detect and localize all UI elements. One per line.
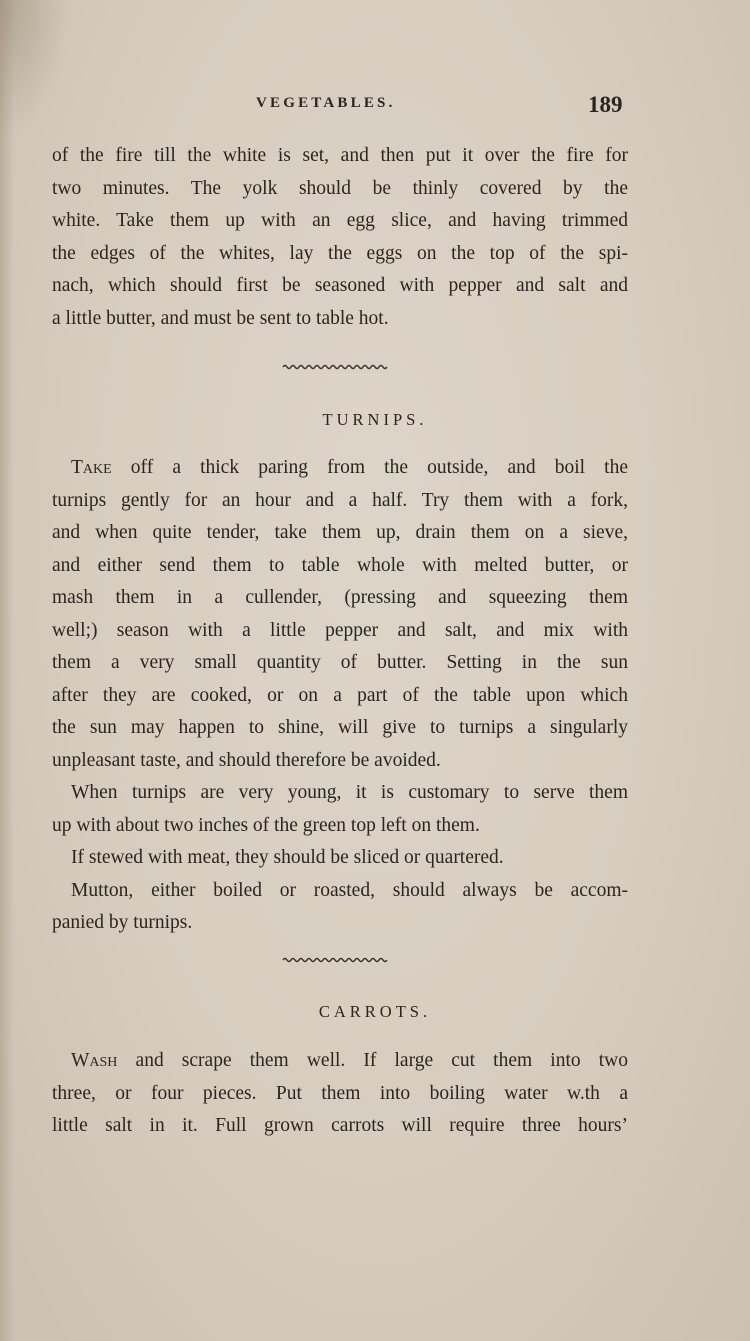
section-divider-ornament	[282, 362, 388, 372]
carrots-section-body	[52, 1045, 628, 1143]
text-line: a little butter, and must be sent to table hot.	[52, 307, 389, 329]
text-line: up with about two inches of the green top left on them.	[52, 814, 480, 836]
text-line: unpleasant taste, and should therefore be avoided.	[52, 749, 441, 771]
section-divider-ornament	[282, 955, 388, 965]
section-heading-carrots: CARROTS.	[318, 1002, 432, 1021]
section-heading-turnips: TURNIPS.	[322, 410, 428, 429]
text-line: When turnips are very young, it is customary to serve them	[71, 782, 628, 803]
text-line: three, or four pieces. Put them into boiling water w.th a	[52, 1082, 628, 1104]
text-line: them a very small quantity of butter. Setting in the sun	[52, 652, 628, 673]
running-head	[0, 92, 750, 122]
text-line: Mutton, either boiled or roasted, should always be accom-	[71, 879, 628, 901]
lead-word: Take	[71, 457, 112, 478]
text-line: two minutes. The yolk should be thinly covered by the	[52, 177, 628, 199]
text-line: and either send them to table whole with melted butter, or	[52, 554, 628, 576]
text-line: If stewed with meat, they should be sliced or quartered.	[71, 847, 504, 868]
text-line: little salt in it. Full grown carrots will require three hours’	[52, 1115, 628, 1136]
text-line: turnips gently for an hour and a half. Try them with a fork,	[52, 489, 628, 511]
text-line: Wash and scrape them well. If large cut them into two	[71, 1050, 628, 1071]
text-line: panied by turnips.	[52, 912, 193, 933]
text-line: after they are cooked, or on a part of the table upon which	[52, 684, 628, 706]
lead-word: Wash	[71, 1050, 118, 1071]
text-line: the edges of the whites, lay the eggs on the top of the spi-	[52, 242, 628, 264]
running-title: VEGETABLES.	[256, 95, 396, 111]
text-line: of the fire till the white is set, and then put it over the fire for	[52, 145, 628, 166]
turnips-section-body	[52, 452, 628, 940]
page-number: 189	[588, 92, 623, 117]
text-line: mash them in a cullender, (pressing and squeezing them	[52, 587, 628, 608]
text-line: nach, which should first be seasoned with pepper and salt and	[52, 275, 628, 296]
spinach-paragraph-continuation	[52, 140, 628, 335]
text-line: the sun may happen to shine, will give to turnips a singularly	[52, 717, 628, 738]
text-line: and when quite tender, take them up, drain them on a sieve,	[52, 522, 628, 543]
text-line: well;) season with a little pepper and salt, and mix with	[52, 619, 628, 641]
text-line: white. Take them up with an egg slice, and having trimmed	[52, 210, 628, 231]
text-line: Take off a thick paring from the outside, and boil the	[71, 457, 628, 478]
